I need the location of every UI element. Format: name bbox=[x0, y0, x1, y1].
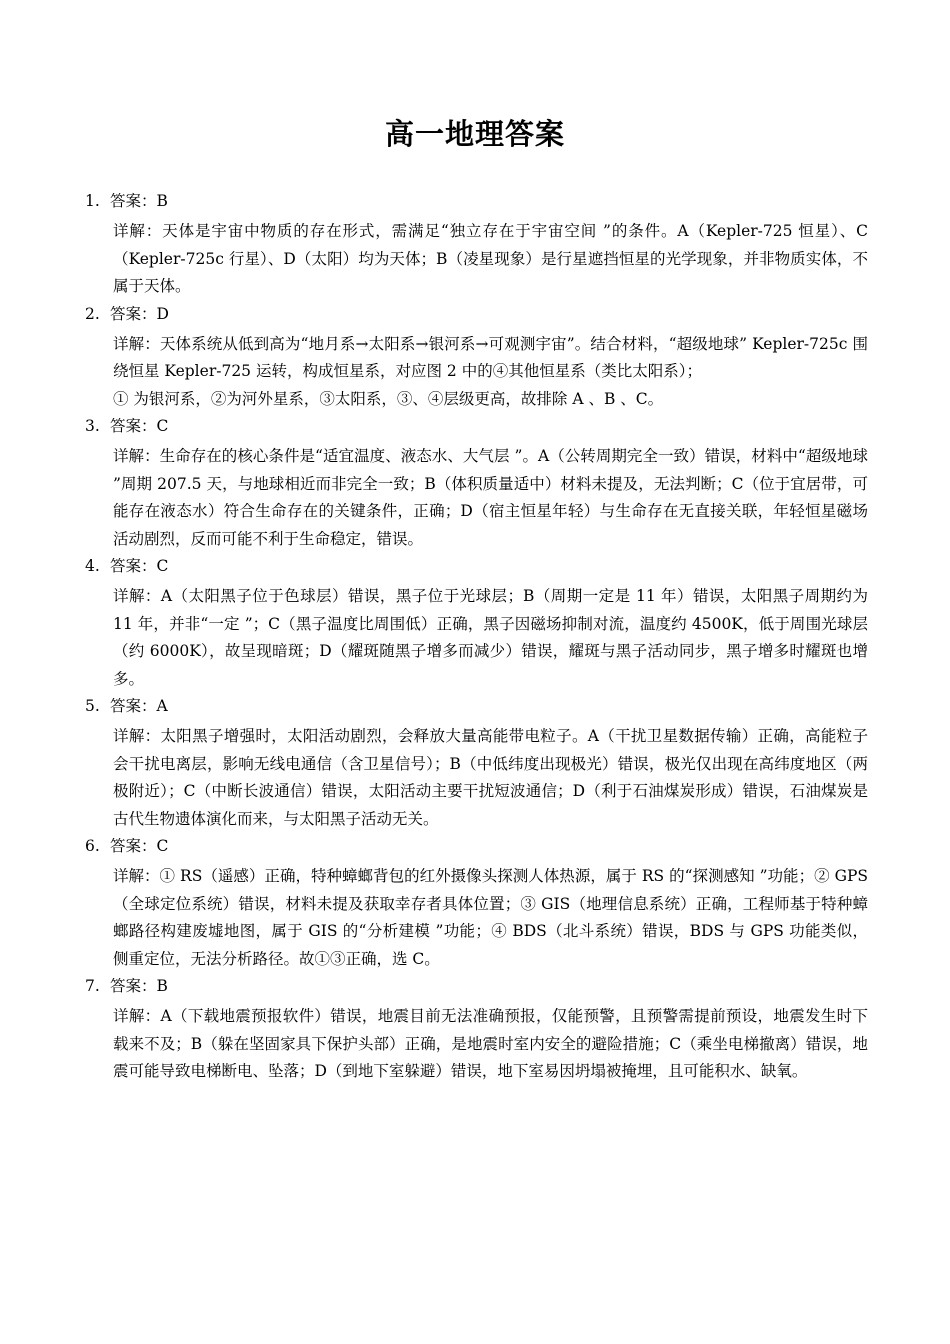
item-number: 4. bbox=[85, 557, 100, 575]
explanation-paragraph: 详解：A（太阳黑子位于色球层）错误，黑子位于光球层；B（周期一定是 11 年）错误，太阳黑子周期约为 11 年，并非“一定 ”；C（黑子温度比周围低）正确，黑子因磁场抑制对流，温度约 4500K，低于周围光球层（约 6000K），故呈现暗斑；D（耀斑随黑子增多而减少）错误，耀斑与黑子活动同步，黑子增多时耀斑也增多。 bbox=[113, 587, 868, 688]
answer-item-2 bbox=[85, 301, 868, 414]
explanation-paragraph: 详解：天体是宇宙中物质的存在形式，需满足“独立存在于宇宙空间 ”的条件。A（Kepler-725 恒星）、C（Kepler-725c 行星）、D（太阳）均为天体；B（凌星现象）是行星遮挡恒星的光学现象，并非物质实体，不属于天体。 bbox=[113, 222, 868, 295]
answer-item-5 bbox=[85, 693, 868, 833]
answer-line bbox=[85, 413, 868, 439]
page-title: 高一地理答案 bbox=[384, 117, 565, 151]
item-number: 7. bbox=[85, 977, 100, 995]
explanation bbox=[113, 863, 868, 973]
explanation bbox=[113, 331, 868, 414]
answer-line bbox=[85, 188, 868, 214]
answer-item-4 bbox=[85, 553, 868, 693]
answer-line bbox=[85, 553, 868, 579]
explanation-paragraph: 详解：A（下载地震预报软件）错误，地震目前无法准确预报，仅能预警，且预警需提前预设，地震发生时下载来不及；B（躲在坚固家具下保护头部）正确，是地震时室内安全的避险措施；C（乘坐电梯撤离）错误，地震可能导致电梯断电、坠落；D（到地下室躲避）错误，地下室易因坍塌被掩埋，且可能积水、缺氧。 bbox=[113, 1007, 868, 1080]
answer-item-6 bbox=[85, 833, 868, 973]
item-number: 1. bbox=[85, 192, 100, 210]
item-number: 3. bbox=[85, 417, 100, 435]
answer-item-7 bbox=[85, 973, 868, 1086]
item-number: 5. bbox=[85, 697, 100, 715]
explanation-paragraph: 详解：① RS（遥感）正确，特种蟑螂背包的红外摄像头探测人体热源，属于 RS 的“探测感知 ”功能；② GPS（全球定位系统）错误，材料未提及获取幸存者具体位置；③ GIS（地理信息系统）正确，工程师基于特种蟑螂路径构建废墟地图，属于 GIS 的“分析建模 ”功能；④ BDS（北斗系统）错误，BDS 与 GPS 功能类似，侧重定位，无法分析路径。故①③正确，选 C。 bbox=[113, 867, 868, 968]
item-number: 6. bbox=[85, 837, 100, 855]
answer-item-1 bbox=[85, 188, 868, 301]
answer-list bbox=[85, 188, 868, 1086]
answer-text: 答案：C bbox=[110, 557, 169, 575]
explanation bbox=[113, 723, 868, 833]
answer-text: 答案：D bbox=[110, 304, 169, 323]
explanation-paragraph: 详解：天体系统从低到高为“地月系→太阳系→银河系→可观测宇宙”。结合材料，“超级地球” Kepler-725c 围绕恒星 Kepler-725 运转，构成恒星系，对应图 2 中的④其他恒星系（类比太阳系）； bbox=[113, 334, 868, 380]
answer-text: 答案：B bbox=[110, 192, 168, 210]
explanation bbox=[113, 583, 868, 693]
answer-item-3 bbox=[85, 413, 868, 553]
explanation bbox=[113, 443, 868, 553]
explanation-paragraph: ① 为银河系，②为河外星系，③太阳系，③、④层级更高，故排除 A 、B 、C。 bbox=[113, 389, 664, 408]
answer-line bbox=[85, 693, 868, 719]
answer-text: 答案：A bbox=[110, 697, 168, 715]
answer-line bbox=[85, 833, 868, 859]
explanation-paragraph: 详解：生命存在的核心条件是“适宜温度、液态水、大气层 ”。A（公转周期完全一致）错误，材料中“超级地球 ”周期 207.5 天，与地球相近而非完全一致；B（体积质量适中）材料未提及，无法判断；C（位于宜居带，可能存在液态水）符合生命存在的关键条件，正确；D（宿主恒星年轻）与生命存在无直接关联，年轻恒星磁场活动剧烈，反而可能不利于生命稳定，错误。 bbox=[113, 447, 868, 548]
explanation-paragraph: 详解：太阳黑子增强时，太阳活动剧烈，会释放大量高能带电粒子。A（干扰卫星数据传输）正确，高能粒子会干扰电离层，影响无线电通信（含卫星信号）；B（中低纬度出现极光）错误，极光仅出现在高纬度地区（两极附近）；C（中断长波通信）错误，太阳活动主要干扰短波通信；D（利于石油煤炭形成）错误，石油煤炭是古代生物遗体演化而来，与太阳黑子活动无关。 bbox=[113, 727, 868, 828]
answer-text: 答案：C bbox=[110, 837, 169, 855]
explanation bbox=[113, 218, 868, 301]
answer-line bbox=[85, 301, 868, 327]
item-number: 2. bbox=[85, 304, 100, 323]
answer-text: 答案：C bbox=[110, 417, 169, 435]
answer-text: 答案：B bbox=[110, 977, 168, 995]
explanation bbox=[113, 1003, 868, 1086]
answer-line bbox=[85, 973, 868, 999]
